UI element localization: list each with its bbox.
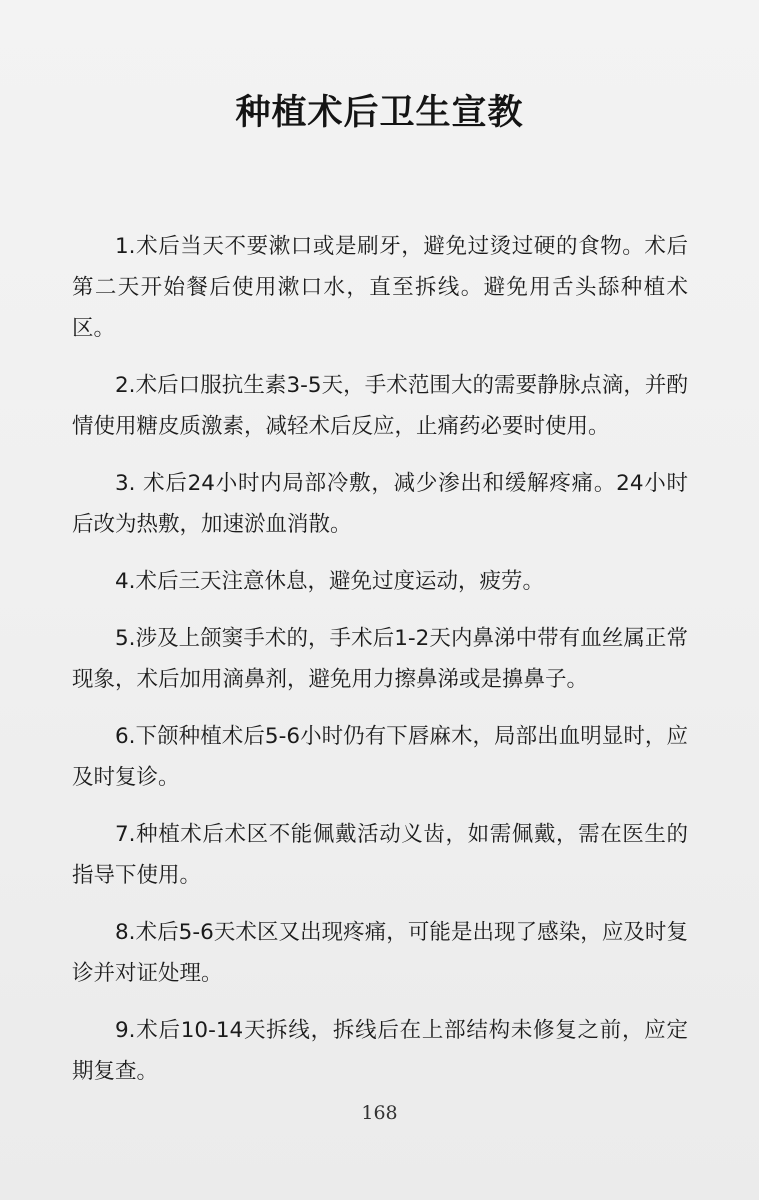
instruction-item: 4.术后三天注意休息，避免过度运动，疲劳。	[115, 569, 545, 594]
instruction-item: 1.术后当天不要漱口或是刷牙，避免过烫过硬的食物。术后第二天开始餐后使用漱口水，直至拆线。避免用舌头舔种植术区。	[72, 234, 688, 341]
instruction-list	[72, 226, 688, 1108]
instruction-item: 9.术后10-14天拆线，拆线后在上部结构未修复之前，应定期复查。	[72, 1018, 688, 1084]
instruction-item: 3. 术后24小时内局部冷敷，减少渗出和缓解疼痛。24小时后改为热敷，加速淤血消散。	[72, 471, 688, 537]
instruction-item: 8.术后5-6天术区又出现疼痛，可能是出现了感染，应及时复诊并对证处理。	[72, 920, 688, 986]
instruction-item: 7.种植术后术区不能佩戴活动义齿，如需佩戴，需在医生的指导下使用。	[72, 822, 688, 888]
instruction-item: 2.术后口服抗生素3-5天，手术范围大的需要静脉点滴，并酌情使用糖皮质激素，减轻术后反应，止痛药必要时使用。	[72, 373, 688, 439]
instruction-item: 5.涉及上颌窦手术的，手术后1-2天内鼻涕中带有血丝属正常现象，术后加用滴鼻剂，避免用力擦鼻涕或是擤鼻子。	[72, 626, 688, 692]
page-title: 种植术后卫生宣教	[235, 93, 524, 134]
instruction-item: 6.下颌种植术后5-6小时仍有下唇麻木，局部出血明显时，应及时复诊。	[72, 724, 688, 790]
page-number: 168	[361, 1102, 398, 1124]
